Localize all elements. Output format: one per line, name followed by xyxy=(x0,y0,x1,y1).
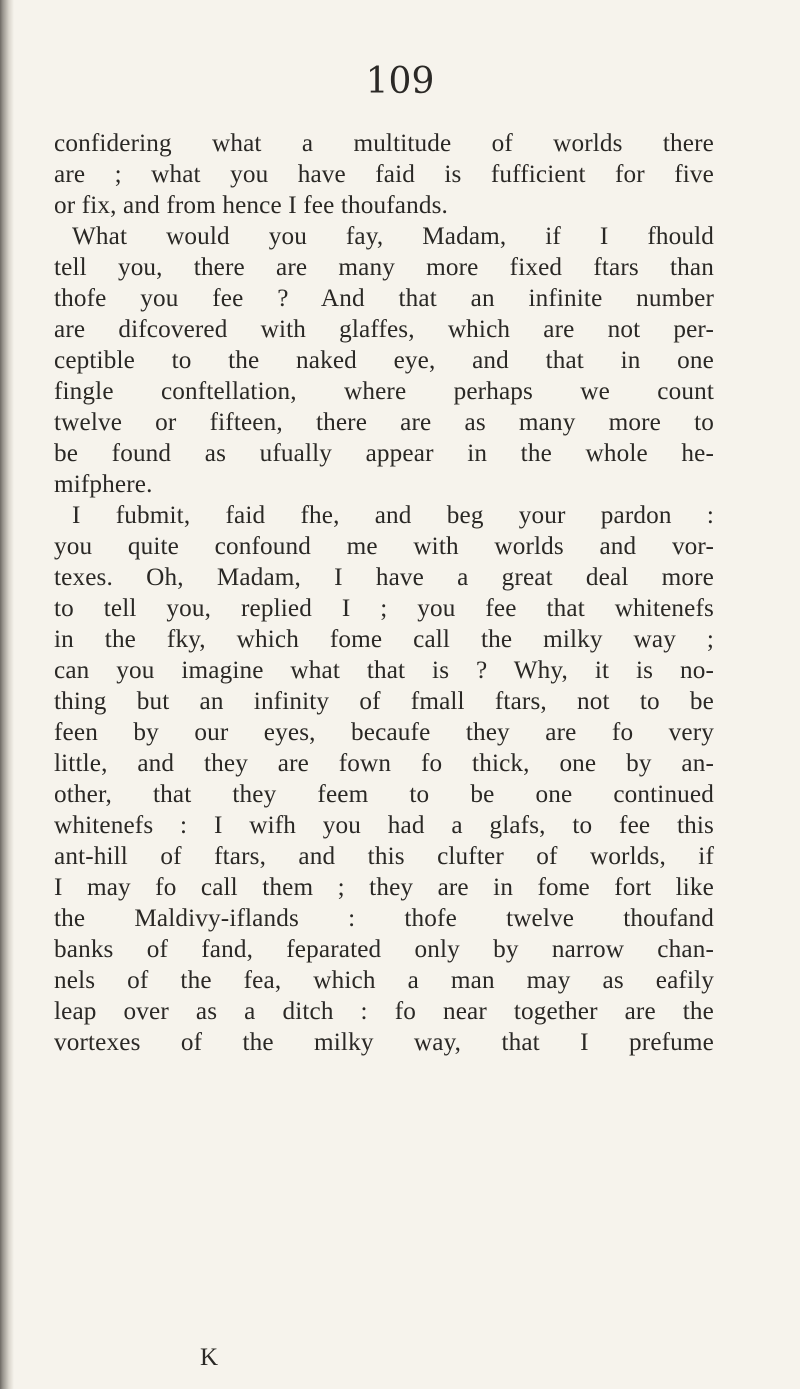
text-line: thofe you fee ? And that an infinite number xyxy=(54,285,714,312)
text-line: be found as ufually appear in the whole he- xyxy=(54,440,714,467)
text-line: What would you fay, Madam, if I fhould xyxy=(72,223,714,250)
text-line: in the fky, which fome call the milky way ; xyxy=(54,626,714,653)
text-line: or fix, and from hence I fee thoufands. xyxy=(54,192,449,219)
text-line: the Maldivy-iflands : thofe twelve thoufand xyxy=(54,905,714,932)
text-line: can you imagine what that is ? Why, it is no- xyxy=(54,657,714,684)
text-line: nels of the fea, which a man may as eafily xyxy=(54,967,714,994)
text-line: tell you, there are many more fixed ftars than xyxy=(54,254,714,281)
text-line: are ; what you have faid is fufficient for five xyxy=(54,161,714,188)
text-line: banks of fand, feparated only by narrow chan- xyxy=(54,936,714,963)
text-line: I fubmit, faid fhe, and beg your pardon : xyxy=(72,502,714,529)
text-line: leap over as a ditch : fo near together are the xyxy=(54,998,714,1025)
text-line: I may fo call them ; they are in fome fort like xyxy=(54,874,714,901)
signature-mark: K xyxy=(200,1344,219,1371)
text-line: texes. Oh, Madam, I have a great deal more xyxy=(54,564,714,591)
binding-edge-shadow xyxy=(0,0,14,1389)
text-line: fingle conftellation, where perhaps we count xyxy=(54,378,714,405)
text-line: mifphere. xyxy=(54,471,153,498)
text-line: vortexes of the milky way, that I prefume xyxy=(54,1029,714,1056)
text-line: ant-hill of ftars, and this clufter of worlds, if xyxy=(54,843,714,870)
text-line: twelve or fifteen, there are as many more to xyxy=(54,409,714,436)
text-line: other, that they feem to be one continued xyxy=(54,781,714,808)
text-line: confidering what a multitude of worlds there xyxy=(54,130,714,157)
text-line: feen by our eyes, becaufe they are fo very xyxy=(54,719,714,746)
text-line: little, and they are fown fo thick, one by an- xyxy=(54,750,714,777)
text-line: are difcovered with glaffes, which are not per- xyxy=(54,316,714,343)
text-line: to tell you, replied I ; you fee that whitenefs xyxy=(54,595,714,622)
text-line: thing but an infinity of fmall ftars, not to be xyxy=(54,688,714,715)
text-line: ceptible to the naked eye, and that in one xyxy=(54,347,714,374)
body-text xyxy=(54,128,714,1058)
page-number: 109 xyxy=(365,61,435,102)
text-line: whitenefs : I wifh you had a glafs, to fee this xyxy=(54,812,714,839)
text-line: you quite confound me with worlds and vor- xyxy=(54,533,714,560)
